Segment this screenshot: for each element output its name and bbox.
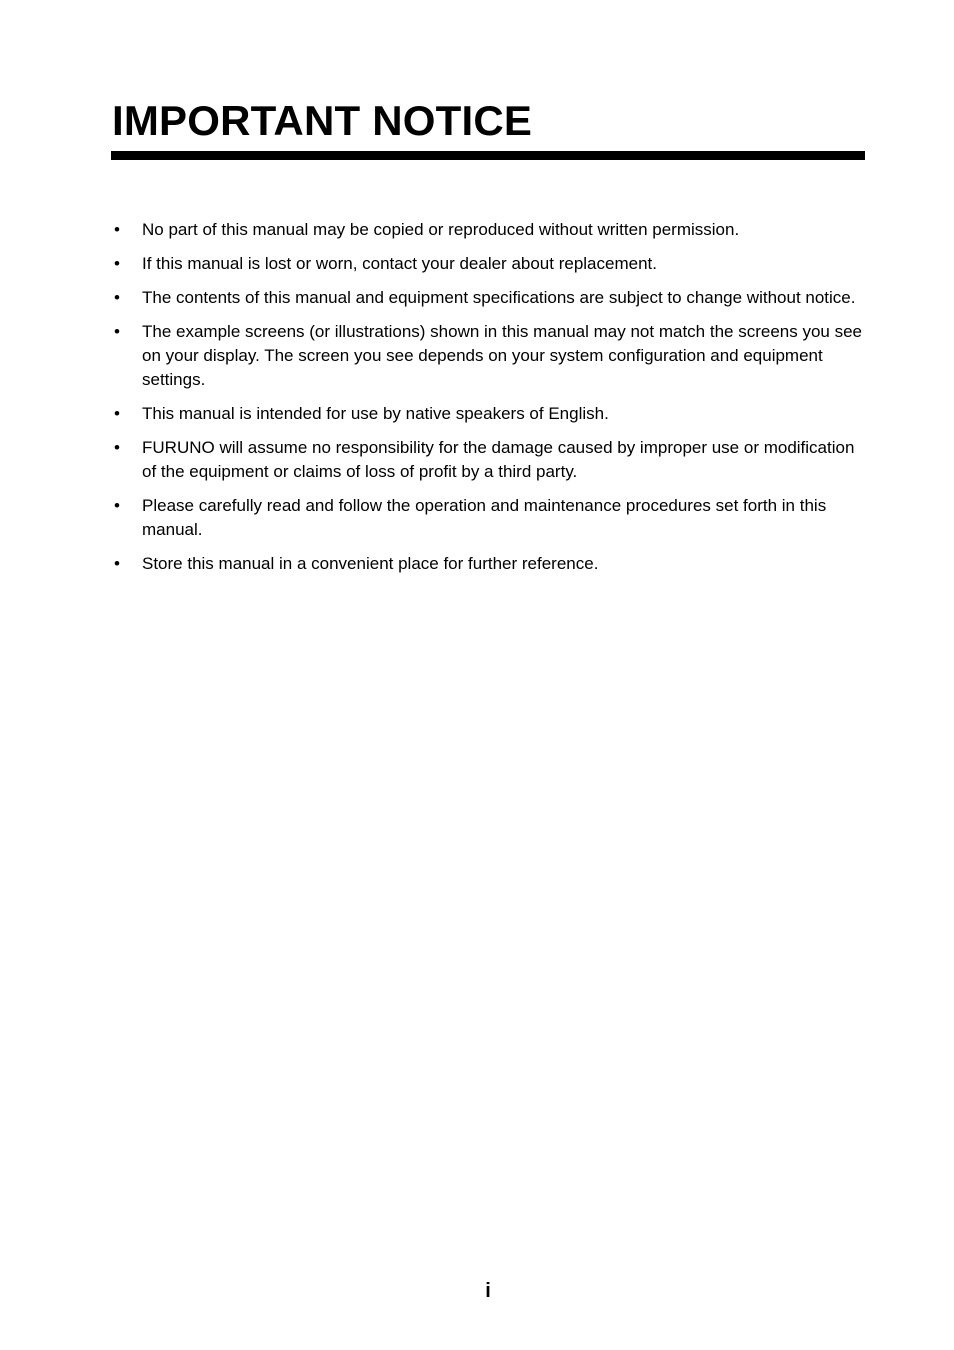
notice-text: If this manual is lost or worn, contact your dealer about replacement.	[142, 254, 657, 273]
notice-text: This manual is intended for use by native speakers of English.	[142, 404, 609, 423]
bullet-icon: •	[114, 438, 120, 457]
notice-text: FURUNO will assume no responsibility for the damage caused by improper use or modification of the equipment or claims of loss of profit by a third party.	[142, 438, 855, 481]
bullet-icon: •	[114, 404, 120, 423]
page-number: i	[485, 1280, 491, 1302]
notice-text: The contents of this manual and equipment specifications are subject to change without notice.	[142, 288, 856, 307]
title-divider	[111, 151, 865, 160]
list-item	[112, 320, 864, 392]
bullet-icon: •	[114, 554, 120, 573]
list-item	[112, 286, 864, 310]
list-item	[112, 218, 864, 242]
list-item	[112, 402, 864, 426]
list-item	[112, 252, 864, 276]
list-item	[112, 436, 864, 484]
bullet-icon: •	[114, 288, 120, 307]
list-item	[112, 552, 864, 576]
bullet-icon: •	[114, 322, 120, 341]
page-title: IMPORTANT NOTICE	[112, 97, 533, 144]
notice-text: The example screens (or illustrations) shown in this manual may not match the screens you see on your display. The screen you see depends on your system configuration and equipment settings.	[142, 322, 862, 389]
notice-text: No part of this manual may be copied or reproduced without written permission.	[142, 220, 740, 239]
bullet-icon: •	[114, 220, 120, 239]
notice-text: Please carefully read and follow the operation and maintenance procedures set forth in this manual.	[142, 496, 827, 539]
bullet-icon: •	[114, 254, 120, 273]
bullet-icon: •	[114, 496, 120, 515]
notice-text: Store this manual in a convenient place for further reference.	[142, 554, 599, 573]
notice-list	[112, 218, 864, 586]
list-item	[112, 494, 864, 542]
